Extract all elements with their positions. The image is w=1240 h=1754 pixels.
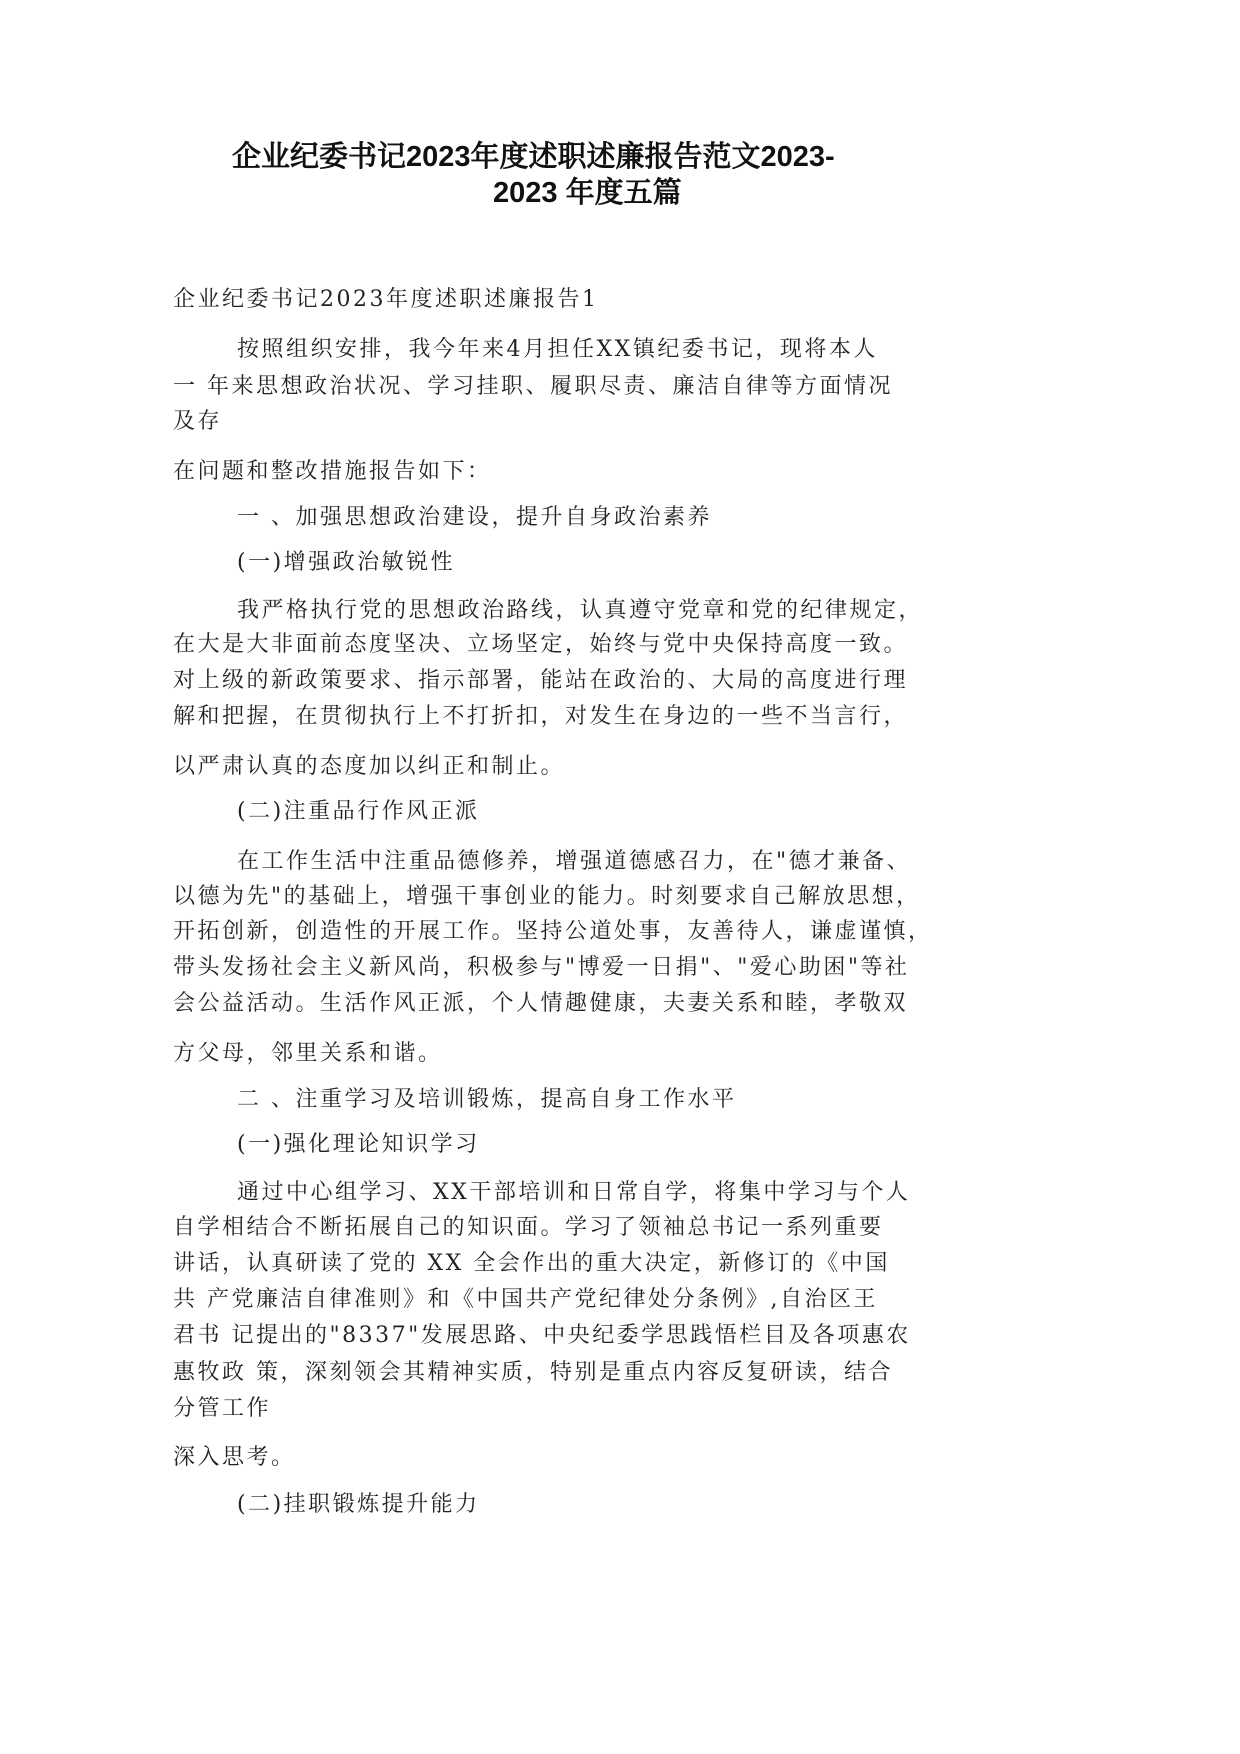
section-heading: 二 、注重学习及培训锻炼，提高自身工作水平 (237, 1087, 737, 1112)
paragraph-line: 通过中心组学习、XX干部培训和日常自学，将集中学习与个人 (237, 1180, 911, 1205)
paragraph-line: 一 年来思想政治状况、学习挂职、履职尽责、廉洁自律等方面情况 (173, 374, 893, 399)
paragraph-line: 对上级的新政策要求、指示部署，能站在政治的、大局的高度进行理 (173, 668, 909, 693)
paragraph-line: 自学相结合不断拓展自己的知识面。学习了领袖总书记一系列重要 (173, 1215, 884, 1240)
paragraph-line: 及存 (173, 409, 223, 434)
paragraph-line: 按照组织安排，我今年来4月担任XX镇纪委书记，现将本人 (237, 337, 878, 362)
paragraph-line: 在大是大非面前态度坚决、立场坚定，始终与党中央保持高度一致。 (173, 632, 909, 657)
paragraph-line: 惠牧政 策，深刻领会其精神实质，特别是重点内容反复研读，结合 (173, 1360, 893, 1385)
paragraph-line: 我严格执行党的思想政治路线，认真遵守党章和党的纪律规定， (237, 598, 924, 623)
section-heading: 一 、加强思想政治建设，提升自身政治素养 (237, 505, 712, 530)
paragraph-line: 带头发扬社会主义新风尚，积极参与"博爱一日捐"、"爱心助困"等社 (173, 955, 910, 980)
paragraph-line: 在工作生活中注重品德修养，增强道德感召力，在"德才兼备、 (237, 849, 912, 874)
subsection-heading: (一)强化理论知识学习 (237, 1132, 480, 1157)
paragraph-line: 分管工作 (173, 1396, 272, 1421)
paragraph-line: 会公益活动。生活作风正派，个人情趣健康，夫妻关系和睦，孝敬双 (173, 991, 909, 1016)
paragraph-line: 以严肃认真的态度加以纠正和制止。 (173, 754, 566, 779)
paragraph-line: 解和把握，在贯彻执行上不打折扣，对发生在身边的一些不当言行， (173, 704, 909, 729)
subsection-heading: (二)挂职锻炼提升能力 (237, 1492, 480, 1517)
subsection-heading: (一)增强政治敏锐性 (237, 550, 456, 575)
paragraph-line: 深入思考。 (173, 1445, 296, 1470)
paragraph-line: 讲话，认真研读了党的 XX 全会作出的重大决定，新修订的《中国 (173, 1251, 890, 1276)
document-title-line-1: 企业纪委书记2023年度述职述廉报告范文2023- (232, 141, 835, 173)
paragraph-line: 在问题和整改措施报告如下： (173, 459, 492, 484)
subsection-heading: (二)注重品行作风正派 (237, 799, 480, 824)
paragraph-line: 共 产党廉洁自律准则》和《中国共产党纪律处分条例》,自治区王 (173, 1287, 878, 1312)
paragraph-line: 方父母，邻里关系和谐。 (173, 1041, 443, 1066)
paragraph-line: 君书 记提出的"8337"发展思路、中央纪委学思践悟栏目及各项惠农 (173, 1323, 911, 1348)
document-title-line-2: 2023 年度五篇 (493, 177, 682, 209)
paragraph-line: 以德为先"的基础上，增强干事创业的能力。时刻要求自己解放思想， (173, 884, 921, 909)
paragraph-line: 开拓创新，创造性的开展工作。坚持公道处事，友善待人，谦虚谨慎， (173, 919, 933, 944)
report-heading: 企业纪委书记2023年度述职述廉报告1 (173, 287, 599, 312)
